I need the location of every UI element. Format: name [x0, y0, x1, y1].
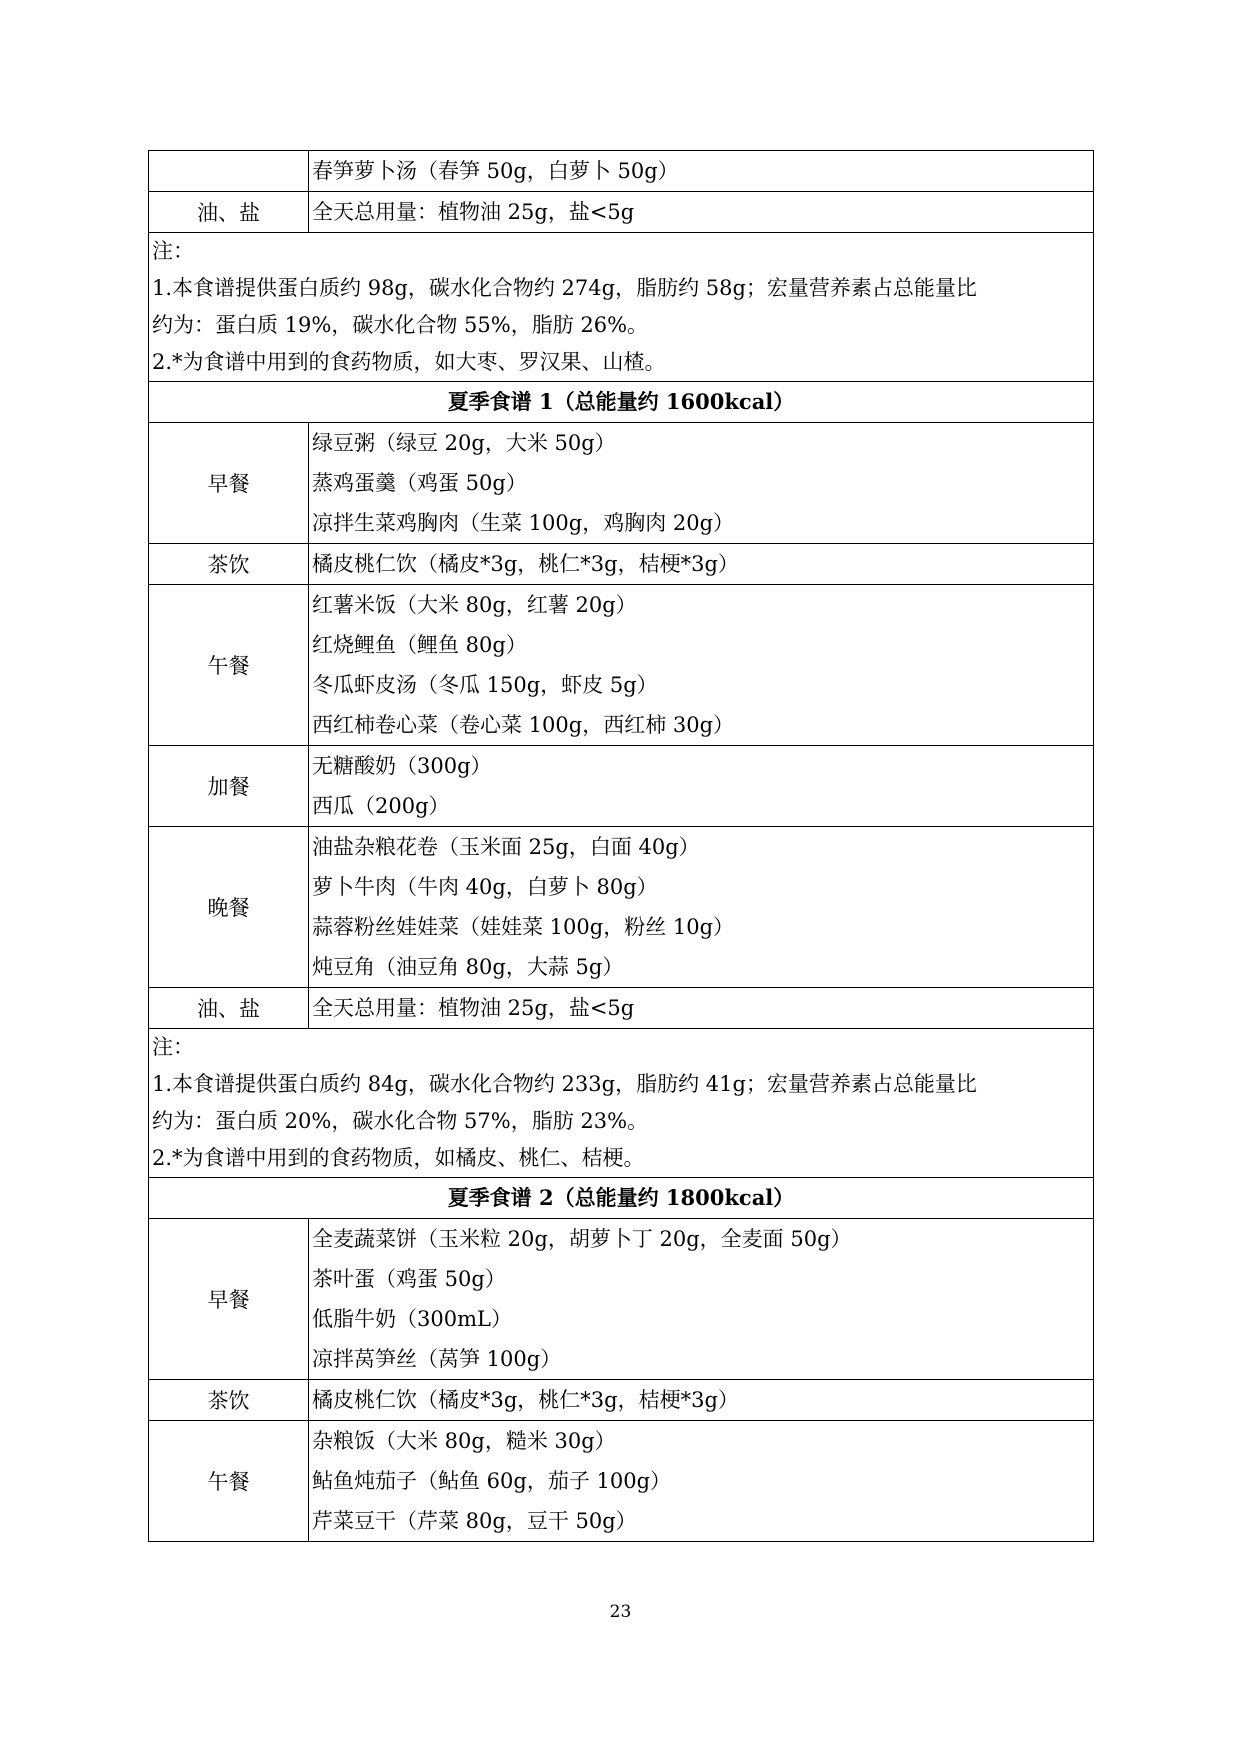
food-item: 春笋萝卜汤（春笋 50g，白萝卜 50g） [312, 159, 679, 183]
meal-items [309, 1380, 1094, 1421]
note-line: 2.*为食谱中用到的食药物质，如橘皮、桃仁、桔梗。 [152, 1146, 645, 1170]
food-item: 红薯米饭（大米 80g，红薯 20g） [312, 593, 637, 617]
food-item: 凉拌莴笋丝（莴笋 100g） [312, 1347, 562, 1371]
page-number: 23 [609, 1602, 632, 1622]
meal-label: 油、盐 [149, 988, 309, 1029]
meal-items [309, 544, 1094, 585]
food-item: 炖豆角（油豆角 80g，大蒜 5g） [312, 955, 624, 979]
food-item: 鲇鱼炖茄子（鲇鱼 60g，茄子 100g） [312, 1469, 672, 1493]
food-item: 低脂牛奶（300mL） [312, 1307, 512, 1331]
food-item: 全麦蔬菜饼（玉米粒 20g，胡萝卜丁 20g，全麦面 50g） [312, 1227, 852, 1251]
meal-row [149, 192, 1094, 233]
food-item: 冬瓜虾皮汤（冬瓜 150g，虾皮 5g） [312, 673, 658, 697]
note-line: 约为：蛋白质 19%，碳水化合物 55%，脂肪 26%。 [152, 313, 649, 337]
section-title: 夏季食谱 2（总能量约 1800kcal） [149, 1178, 1094, 1219]
meal-label: 午餐 [149, 1421, 309, 1542]
food-item: 芹菜豆干（芹菜 80g，豆干 50g） [312, 1509, 637, 1533]
meal-row [149, 827, 1094, 988]
note-cell [149, 233, 1094, 382]
meal-row [149, 746, 1094, 827]
recipe-table [148, 150, 1094, 1542]
meal-row [149, 585, 1094, 746]
food-item: 西红柿卷心菜（卷心菜 100g，西红柿 30g） [312, 713, 735, 737]
note-line: 注： [152, 239, 194, 263]
meal-row [149, 1380, 1094, 1421]
meal-row [149, 423, 1094, 544]
note-row [149, 233, 1094, 382]
food-item: 橘皮桃仁饮（橘皮*3g，桃仁*3g，桔梗*3g） [312, 552, 739, 576]
meal-items [309, 746, 1094, 827]
section-title: 夏季食谱 1（总能量约 1600kcal） [149, 382, 1094, 423]
meal-items [309, 192, 1094, 233]
meal-label: 加餐 [149, 746, 309, 827]
meal-items [309, 827, 1094, 988]
food-item: 无糖酸奶（300g） [312, 754, 492, 778]
meal-label: 茶饮 [149, 544, 309, 585]
meal-label: 晚餐 [149, 827, 309, 988]
meal-row [149, 1421, 1094, 1542]
meal-label: 午餐 [149, 585, 309, 746]
food-item: 红烧鲤鱼（鲤鱼 80g） [312, 633, 527, 657]
note-row [149, 1029, 1094, 1178]
food-item: 全天总用量：植物油 25g，盐<5g [312, 996, 635, 1020]
meal-items [309, 585, 1094, 746]
section-title-row [149, 382, 1094, 423]
meal-row [149, 1219, 1094, 1380]
food-item: 西瓜（200g） [312, 794, 450, 818]
food-item: 绿豆粥（绿豆 20g，大米 50g） [312, 431, 616, 455]
meal-label [149, 151, 309, 192]
food-item: 油盐杂粮花卷（玉米面 25g，白面 40g） [312, 835, 700, 859]
note-cell [149, 1029, 1094, 1178]
meal-label: 早餐 [149, 423, 309, 544]
food-item: 凉拌生菜鸡胸肉（生菜 100g，鸡胸肉 20g） [312, 511, 735, 535]
food-item: 蒸鸡蛋羹（鸡蛋 50g） [312, 471, 527, 495]
section-title-row [149, 1178, 1094, 1219]
note-line: 约为：蛋白质 20%，碳水化合物 57%，脂肪 23%。 [152, 1109, 649, 1133]
meal-row [149, 151, 1094, 192]
food-item: 橘皮桃仁饮（橘皮*3g，桃仁*3g，桔梗*3g） [312, 1388, 739, 1412]
food-item: 茶叶蛋（鸡蛋 50g） [312, 1267, 506, 1291]
food-item: 全天总用量：植物油 25g，盐<5g [312, 200, 635, 224]
meal-items [309, 1421, 1094, 1542]
meal-row [149, 988, 1094, 1029]
meal-label: 茶饮 [149, 1380, 309, 1421]
food-item: 萝卜牛肉（牛肉 40g，白萝卜 80g） [312, 875, 658, 899]
meal-row [149, 544, 1094, 585]
food-item: 杂粮饭（大米 80g，糙米 30g） [312, 1429, 616, 1453]
note-line: 2.*为食谱中用到的食药物质，如大枣、罗汉果、山楂。 [152, 350, 666, 374]
note-line: 1.本食谱提供蛋白质约 98g，碳水化合物约 274g，脂肪约 58g；宏量营养素占总能量比 [152, 276, 977, 300]
meal-items [309, 423, 1094, 544]
note-line: 1.本食谱提供蛋白质约 84g，碳水化合物约 233g，脂肪约 41g；宏量营养素占总能量比 [152, 1072, 977, 1096]
meal-label: 早餐 [149, 1219, 309, 1380]
note-line: 注： [152, 1035, 194, 1059]
meal-items [309, 1219, 1094, 1380]
meal-items [309, 988, 1094, 1029]
meal-items [309, 151, 1094, 192]
meal-label: 油、盐 [149, 192, 309, 233]
food-item: 蒜蓉粉丝娃娃菜（娃娃菜 100g，粉丝 10g） [312, 915, 735, 939]
